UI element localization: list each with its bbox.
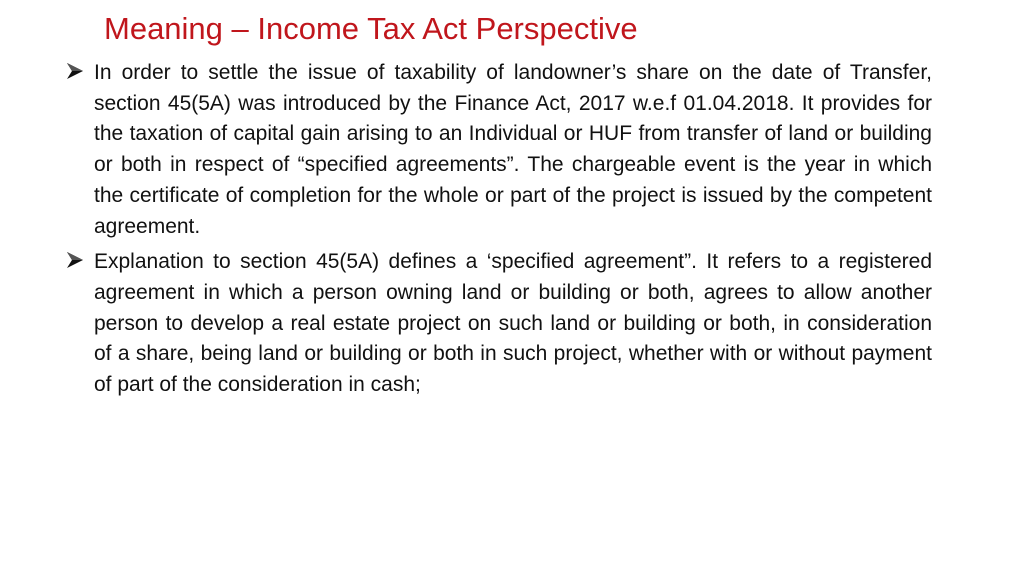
bullet-list <box>64 58 932 406</box>
bullet-item <box>64 247 932 401</box>
arrowhead-bullet-icon <box>64 60 86 82</box>
arrowhead-bullet-icon <box>64 249 86 271</box>
bullet-text: Explanation to section 45(5A) defines a ‘specified agreement”. It refers to a registered agreement in which a person owning land or building or both, agrees to allow another person to develop a real estate project on such land or building or both, in consideration of a share, being land or building or both in such project, whether with or without payment of part of the consideration in cash; <box>94 250 932 397</box>
bullet-text: In order to settle the issue of taxability of landowner’s share on the date of Transfer, section 45(5A) was introduced by the Finance Act, 2017 w.e.f 01.04.2018. It provides for the taxation of capital gain arising to an Individual or HUF from transfer of land or building or both in respect of “specified agreements”. The chargeable event is the year in which the certificate of completion for the whole or part of the project is issued by the competent agreement. <box>94 61 932 238</box>
slide-title: Meaning – Income Tax Act Perspective <box>104 11 638 46</box>
bullet-item <box>64 58 932 242</box>
